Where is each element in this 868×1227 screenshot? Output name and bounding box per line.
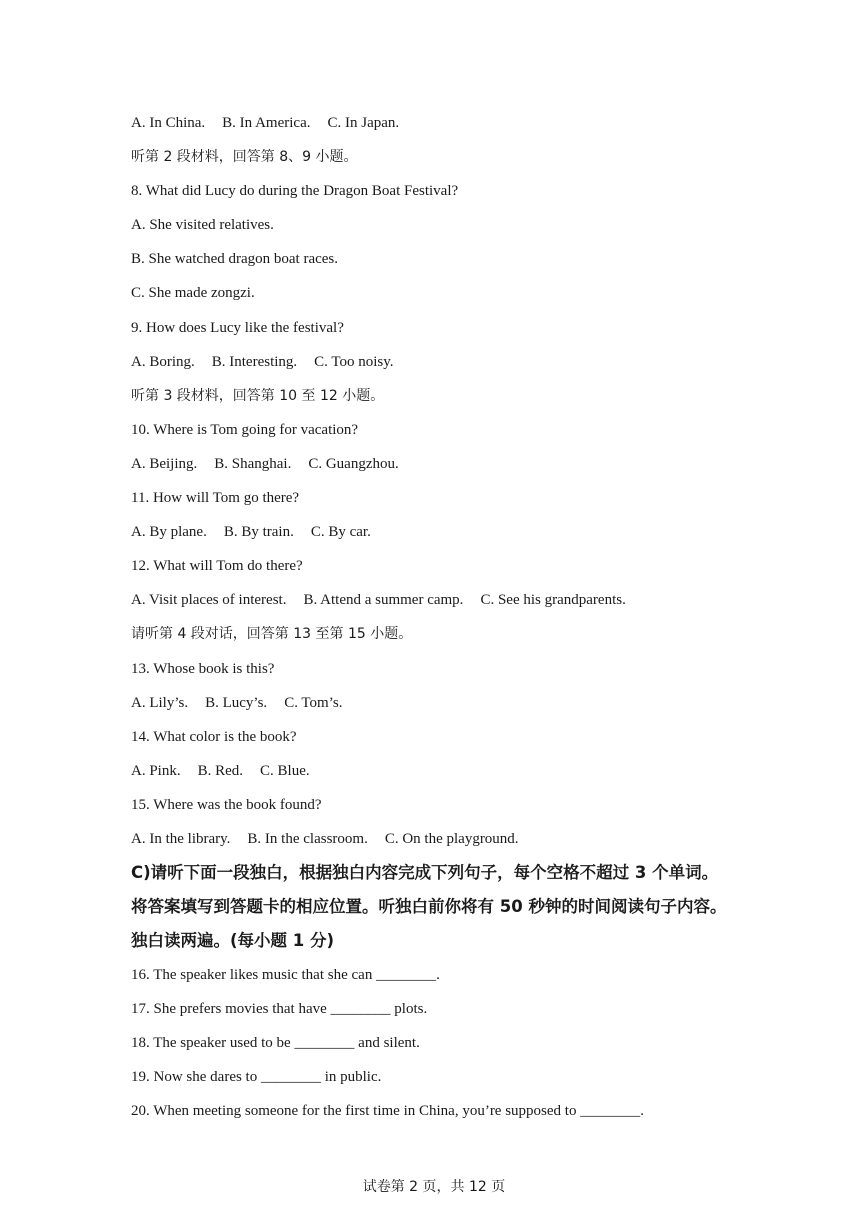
question-10-options: [131, 452, 791, 486]
question-11-options: [131, 520, 791, 554]
option-c: C. On the playground.: [384, 830, 519, 847]
part-c-instruction-line-2: 将答案填写到答题卡的相应位置。听独白前你将有 50 秒钟的时间阅读句子内容。: [131, 897, 727, 917]
option-c: C. Guangzhou.: [308, 455, 399, 472]
question-18: 18. The speaker used to be ________ and silent.: [131, 1035, 420, 1052]
option-c: C. Tom’s.: [284, 694, 343, 711]
option-c: C. Blue.: [260, 762, 310, 779]
option-a: A. Pink.: [131, 762, 181, 779]
option-a: A. In the library.: [131, 830, 231, 847]
question-12-options: [131, 588, 791, 622]
question-15: 15. Where was the book found?: [131, 796, 322, 813]
question-13: 13. Whose book is this?: [131, 660, 275, 677]
option-b: B. Lucy’s.: [205, 694, 268, 711]
option-a: A. Beijing.: [131, 455, 198, 472]
question-9-options: [131, 350, 791, 384]
option-c: C. Too noisy.: [314, 353, 394, 370]
page-footer: 试卷第 2 页，共 12 页: [362, 1179, 506, 1195]
part-c-instruction-line-1: C)请听下面一段独白，根据独白内容完成下列句子，每个空格不超过 3 个单词。: [131, 863, 719, 883]
option-b: B. Attend a summer camp.: [303, 592, 464, 609]
option-b: B. In the classroom.: [247, 830, 368, 847]
question-15-options: [131, 827, 791, 861]
option-b: B. Shanghai.: [214, 455, 292, 472]
question-16: 16. The speaker likes music that she can ________.: [131, 967, 440, 984]
option-b: B. Red.: [197, 762, 244, 779]
question-8-option-a: A. She visited relatives.: [131, 217, 274, 234]
option-c: C. See his grandparents.: [480, 592, 626, 609]
option-a: A. By plane.: [131, 524, 207, 541]
question-11: 11. How will Tom go there?: [131, 490, 300, 507]
option-b: B. By train.: [223, 524, 294, 541]
question-9: 9. How does Lucy like the festival?: [131, 319, 344, 336]
question-14-options: [131, 759, 791, 793]
page-content: [131, 111, 791, 1134]
question-17: 17. She prefers movies that have ________ plots.: [131, 1001, 428, 1018]
option-a: A. In China.: [131, 115, 206, 131]
option-b: B. Interesting.: [211, 353, 298, 370]
part-c-instruction-line-3: 独白读两遍。(每小题 1 分): [131, 931, 335, 951]
section-2-instruction: 听第 2 段材料，回答第 8、9 小题。: [131, 149, 358, 166]
option-a: A. Lily’s.: [131, 694, 189, 711]
question-19: 19. Now she dares to ________ in public.: [131, 1069, 382, 1086]
question-13-options: [131, 691, 791, 725]
question-10: 10. Where is Tom going for vacation?: [131, 421, 359, 438]
question-12: 12. What will Tom do there?: [131, 558, 303, 575]
question-8: 8. What did Lucy do during the Dragon Boat Festival?: [131, 183, 459, 200]
option-c: C. In Japan.: [327, 115, 400, 131]
question-20: 20. When meeting someone for the first time in China, you’re supposed to ________.: [131, 1103, 644, 1120]
question-14: 14. What color is the book?: [131, 728, 297, 745]
option-a: A. Boring.: [131, 353, 195, 370]
section-3-instruction: 听第 3 段材料，回答第 10 至 12 小题。: [131, 387, 385, 404]
option-a: A. Visit places of interest.: [131, 592, 287, 609]
option-b: B. In America.: [222, 115, 311, 131]
option-c: C. By car.: [310, 524, 371, 541]
question-7-options: [131, 111, 791, 145]
question-8-option-b: B. She watched dragon boat races.: [131, 251, 339, 268]
question-8-option-c: C. She made zongzi.: [131, 285, 255, 302]
section-4-instruction: 请听第 4 段对话，回答第 13 至第 15 小题。: [131, 626, 413, 643]
